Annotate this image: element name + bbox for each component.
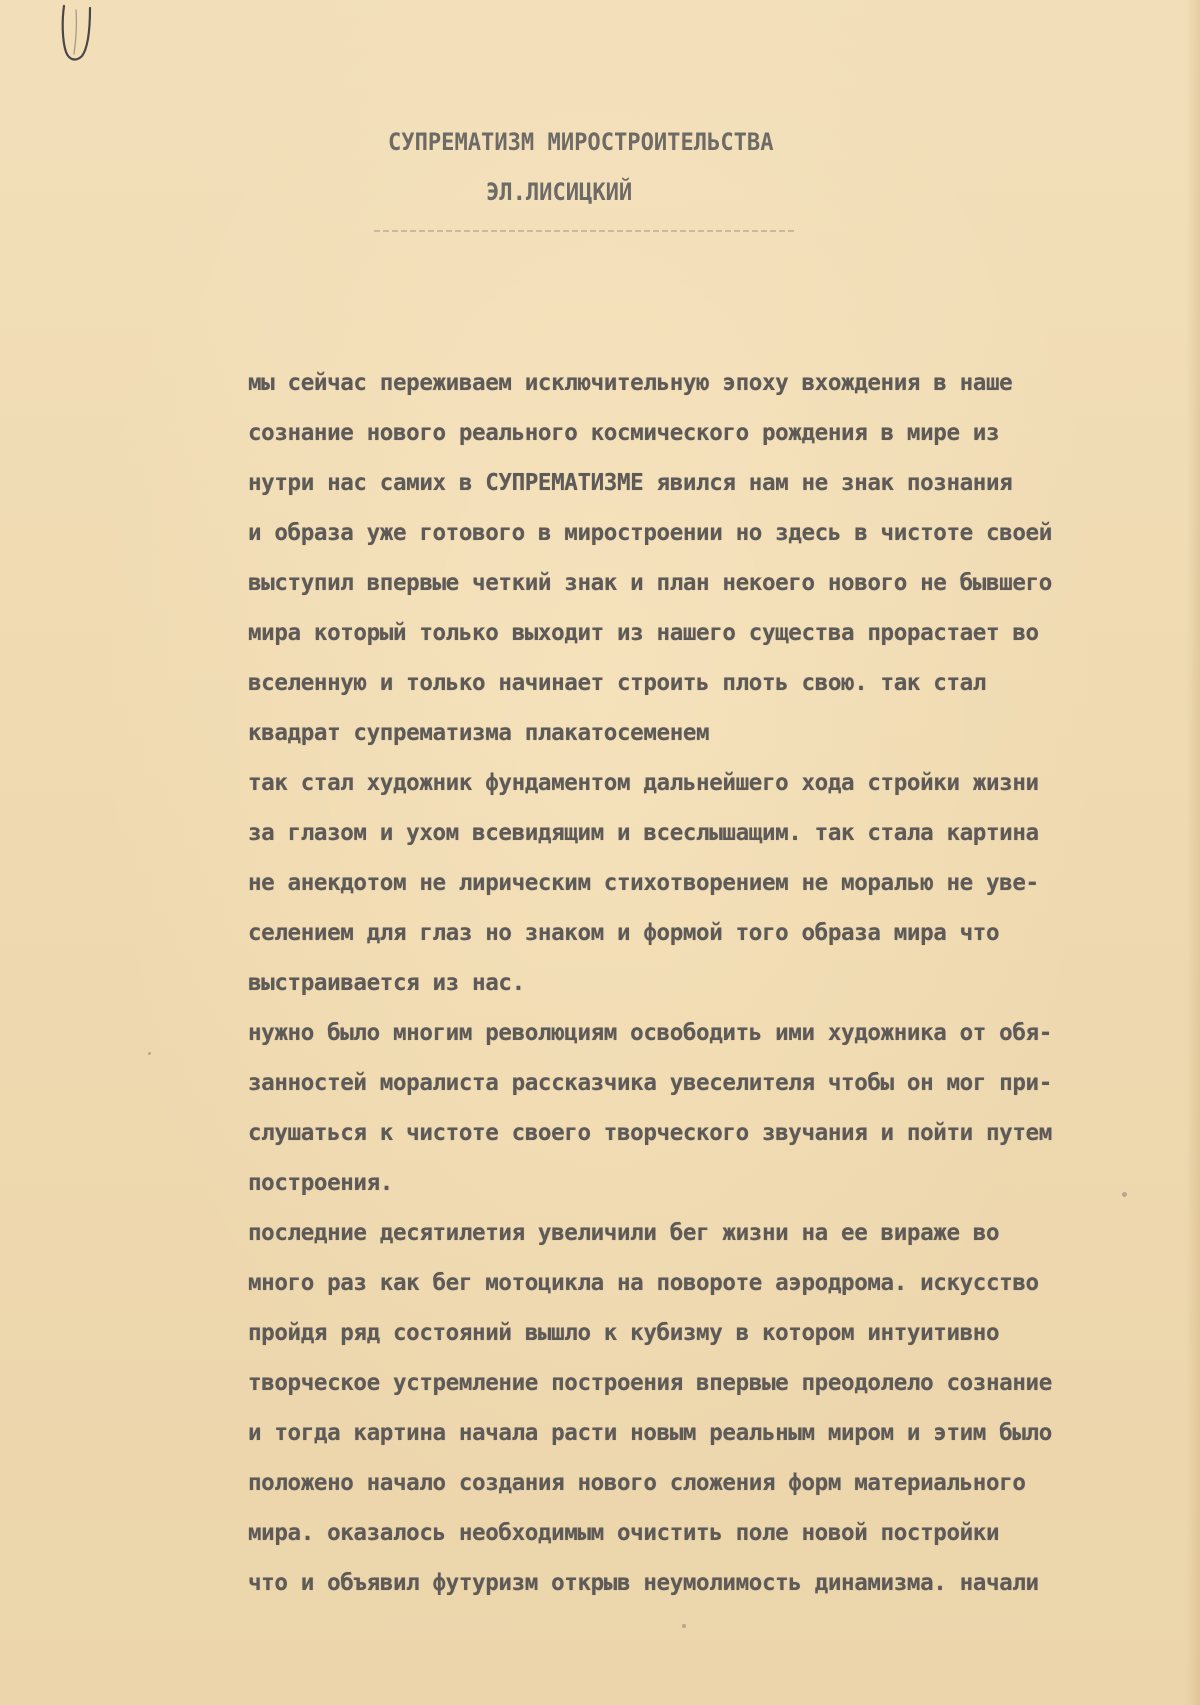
text-line: мира который только выходит из нашего существа прорастает во (248, 620, 1039, 646)
handwritten-folio-mark-drawing (56, 0, 106, 70)
text-line: вселенную и только начинает строить плоть свою. так стал (248, 670, 986, 696)
text-line: мы сейчас переживаем исключительную эпоху вхождения в наше (248, 370, 1013, 396)
text-line: творческое устремление построения впервые преодолело сознание (248, 1370, 1052, 1396)
text-line: занностей моралиста рассказчика увеселителя чтобы он мог при- (248, 1070, 1052, 1096)
handwritten-folio-mark (56, 0, 106, 70)
text-line: положено начало создания нового сложения форм материального (248, 1470, 1026, 1496)
text-line: не анекдотом не лирическим стихотворением не моралью не уве- (248, 870, 1039, 896)
document-author: ЭЛ.ЛИСИЦКИЙ (486, 178, 633, 206)
text-line: за глазом и ухом всевидящим и всеслышащим. так стала картина (248, 820, 1039, 846)
text-line: выстраивается из нас. (248, 970, 525, 996)
text-line: мира. оказалось необходимым очистить поле новой постройки (248, 1520, 1000, 1546)
paper-speck (1122, 1192, 1127, 1197)
text-line: много раз как бег мотоцикла на повороте аэродрома. искусство (248, 1270, 1039, 1296)
text-line: построения. (248, 1170, 393, 1196)
text-line: что и объявил футуризм открыв неумолимость динамизма. начали (248, 1570, 1039, 1596)
paper-speck (148, 1052, 151, 1055)
text-line: пройдя ряд состояний вышло к кубизму в котором интуитивно (248, 1320, 1000, 1346)
text-line: нужно было многим революциям освободить ими художника от обя- (248, 1020, 1052, 1046)
text-line: последние десятилетия увеличили бег жизни на ее вираже во (248, 1220, 1000, 1246)
text-line: слушаться к чистоте своего творческого звучания и пойти путем (248, 1120, 1052, 1146)
text-line: квадрат супрематизма плакатосеменем (248, 720, 710, 746)
page-edge-shadow (1186, 0, 1200, 1705)
text-line: и тогда картина начала расти новым реальным миром и этим было (248, 1420, 1052, 1446)
document-title: СУПРЕМАТИЗМ МИРОСТРОИТЕЛЬСТВА (388, 128, 774, 156)
text-line: так стал художник фундаментом дальнейшего хода стройки жизни (248, 770, 1039, 796)
paper-speck (682, 1624, 686, 1628)
title-divider-rule (374, 230, 794, 232)
text-line: селением для глаз но знаком и формой того образа мира что (248, 920, 1000, 946)
text-line: сознание нового реального космического рождения в мире из (248, 420, 1000, 446)
text-line: нутри нас самих в СУПРЕМАТИЗМЕ явился нам не знак познания (248, 470, 1013, 496)
text-line: выступил впервые четкий знак и план некоего нового не бывшего (248, 570, 1052, 596)
text-line: и образа уже готового в миростроении но здесь в чистоте своей (248, 520, 1052, 546)
